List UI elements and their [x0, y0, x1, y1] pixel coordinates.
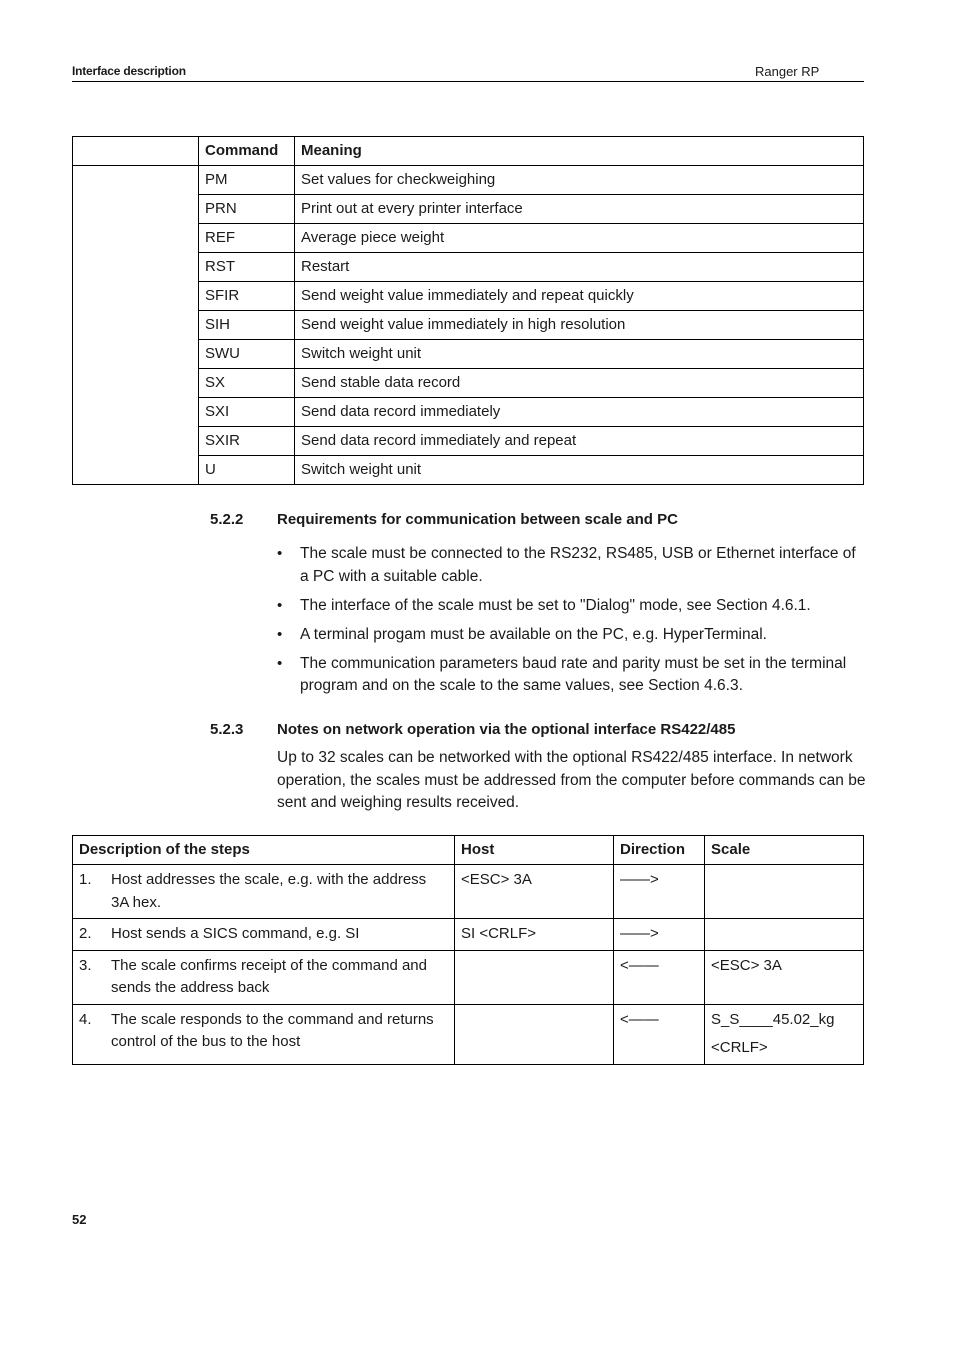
step-direction-arrow-icon: <——: [614, 950, 705, 1004]
requirement-text: The communication parameters baud rate and parity must be set in the terminal program and on the scale to the same values, see Section 4.6.3.: [300, 654, 847, 694]
steps-header-host: Host: [455, 836, 614, 865]
command-table-header-meaning: Meaning: [295, 137, 864, 166]
section-title-522: Requirements for communication between scale and PC: [277, 511, 678, 528]
step-scale-line: <ESC> 3A: [711, 956, 782, 974]
step-row: [73, 950, 864, 1004]
step-number: 1.: [79, 871, 92, 888]
step-direction-arrow-icon: ——>: [614, 919, 705, 951]
command-table-body: [73, 137, 864, 485]
step-description: Host sends a SICS command, e.g. SI: [111, 925, 360, 942]
page-number: 52: [72, 1212, 87, 1227]
step-description: Host addresses the scale, e.g. with the address 3A hex.: [111, 871, 427, 911]
steps-table-header-row: [73, 836, 864, 865]
step-number: 2.: [79, 925, 92, 942]
command-cell: SFIR: [199, 282, 295, 311]
step-scale-line: S_S____45.02_kg: [711, 1010, 835, 1028]
steps-table: [72, 835, 864, 1065]
meaning-cell: Send data record immediately: [295, 398, 864, 427]
step-scale-cell: [705, 865, 864, 919]
step-host-cell: [455, 1004, 614, 1064]
step-host-cell: [455, 950, 614, 1004]
requirement-text: A terminal progam must be available on the PC, e.g. HyperTerminal.: [300, 625, 767, 643]
meaning-cell: Switch weight unit: [295, 456, 864, 485]
section-number-522: 5.2.2: [210, 511, 244, 528]
command-row: [73, 166, 864, 195]
steps-header-scale: Scale: [705, 836, 864, 865]
meaning-cell: Set values for checkweighing: [295, 166, 864, 195]
requirements-list: [277, 543, 867, 704]
step-direction-arrow-icon: <——: [614, 1004, 705, 1064]
command-cell: SIH: [199, 311, 295, 340]
command-cell: PRN: [199, 195, 295, 224]
bullet-icon: •: [277, 625, 283, 643]
command-cell: RST: [199, 253, 295, 282]
steps-table-body: [73, 836, 864, 1065]
requirement-item: [277, 653, 867, 698]
requirement-text: The interface of the scale must be set to "Dialog" mode, see Section 4.6.1.: [300, 596, 811, 614]
command-cell: U: [199, 456, 295, 485]
requirement-text: The scale must be connected to the RS232, RS485, USB or Ethernet interface of a PC with a suitable cable.: [300, 545, 856, 585]
step-description: The scale responds to the command and returns control of the bus to the host: [111, 1010, 434, 1050]
step-row: [73, 1004, 864, 1064]
command-table-header-row: [73, 137, 864, 166]
step-description-cell: [73, 1004, 455, 1064]
requirement-item: [277, 595, 867, 618]
command-cell: SX: [199, 369, 295, 398]
meaning-cell: Average piece weight: [295, 224, 864, 253]
step-scale-cell: [705, 950, 864, 1004]
meaning-cell: Send data record immediately and repeat: [295, 427, 864, 456]
step-scale-cell: [705, 1004, 864, 1064]
step-scale-cell: [705, 919, 864, 951]
meaning-cell: Send stable data record: [295, 369, 864, 398]
command-cell: REF: [199, 224, 295, 253]
requirement-item: [277, 624, 867, 647]
step-description-cell: [73, 865, 455, 919]
command-cell: SWU: [199, 340, 295, 369]
step-description: The scale confirms receipt of the command and sends the address back: [111, 956, 427, 996]
requirement-item: [277, 543, 867, 588]
network-paragraph: Up to 32 scales can be networked with the optional RS422/485 interface. In network operation, the scales must be addressed from the computer before commands can be sent and weighing results received.: [277, 749, 866, 811]
step-host-cell: SI <CRLF>: [455, 919, 614, 951]
bullet-icon: •: [277, 596, 283, 614]
command-cell: PM: [199, 166, 295, 195]
step-direction-arrow-icon: ——>: [614, 865, 705, 919]
command-table-blank-cell: [73, 166, 199, 485]
command-cell: SXI: [199, 398, 295, 427]
step-number: 3.: [79, 956, 92, 974]
meaning-cell: Send weight value immediately and repeat quickly: [295, 282, 864, 311]
running-header-product: Ranger RP: [755, 64, 820, 79]
header-rule: [72, 81, 864, 82]
command-table-header-command: Command: [199, 137, 295, 166]
command-cell: SXIR: [199, 427, 295, 456]
step-description-cell: [73, 919, 455, 951]
steps-header-direction: Direction: [614, 836, 705, 865]
meaning-cell: Send weight value immediately in high resolution: [295, 311, 864, 340]
bullet-icon: •: [277, 654, 283, 672]
command-table-header-blank: [73, 137, 199, 166]
section-title-523: Notes on network operation via the optional interface RS422/485: [277, 721, 736, 738]
step-scale-line-2: <CRLF>: [711, 1039, 768, 1056]
step-row: [73, 865, 864, 919]
step-row: [73, 919, 864, 951]
meaning-cell: Switch weight unit: [295, 340, 864, 369]
step-number: 4.: [79, 1010, 92, 1028]
command-table: [72, 136, 864, 485]
running-header-section: Interface description: [72, 64, 186, 78]
steps-header-description: Description of the steps: [73, 836, 455, 865]
meaning-cell: Print out at every printer interface: [295, 195, 864, 224]
meaning-cell: Restart: [295, 253, 864, 282]
section-number-523: 5.2.3: [210, 721, 244, 738]
bullet-icon: •: [277, 545, 283, 562]
step-host-cell: <ESC> 3A: [455, 865, 614, 919]
step-description-cell: [73, 950, 455, 1004]
